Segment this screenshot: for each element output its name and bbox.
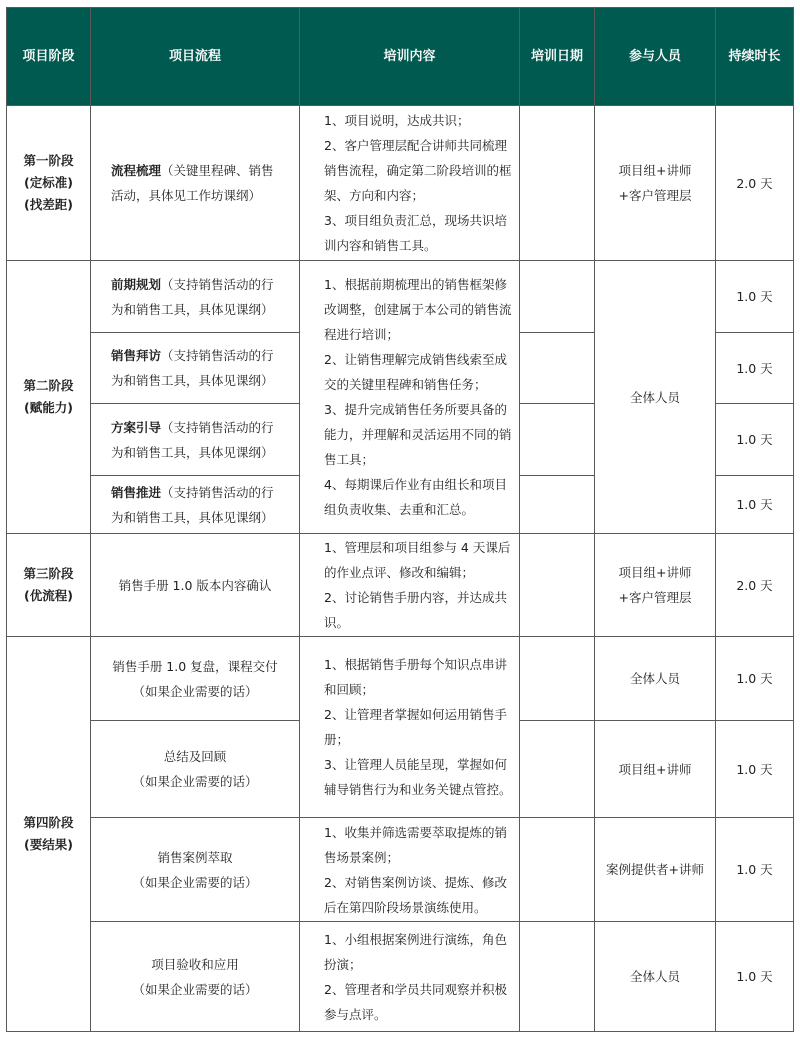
date-cell (520, 333, 595, 404)
header-participants: 参与人员 (595, 8, 716, 106)
content-cell: 1、根据前期梳理出的销售框架修改调整，创建属于本公司的销售流程进行培训； 2、让销售理解完成销售线索至成交的关键里程碑和销售任务； 3、提升完成销售任务所要具备的能力，并理解和灵活运用不同的销售工具； 4、每期课后作业有由组长和项目组负责收集、去重和汇总。 (300, 261, 520, 534)
content-cell: 1、管理层和项目组参与 4 天课后的作业点评、修改和编辑； 2、讨论销售手册内容，并达成共识。 (300, 534, 520, 637)
date-cell (520, 106, 595, 261)
date-cell (520, 476, 595, 534)
participants-cell: 项目组+讲师 (595, 721, 716, 818)
duration-cell: 1.0 天 (716, 721, 794, 818)
table-row (7, 261, 794, 333)
stage-cell: 第四阶段 (要结果) (7, 637, 91, 1032)
flow-cell: 方案引导（支持销售活动的行为和销售工具，具体见课纲） (91, 404, 300, 476)
flow-cell: 总结及回顾 （如果企业需要的话） (91, 721, 300, 818)
date-cell (520, 534, 595, 637)
participants-cell: 项目组+讲师+客户管理层 (595, 106, 716, 261)
table-row (7, 106, 794, 261)
duration-cell: 1.0 天 (716, 476, 794, 534)
duration-cell: 1.0 天 (716, 404, 794, 476)
duration-cell: 2.0 天 (716, 106, 794, 261)
participants-cell: 项目组+讲师+客户管理层 (595, 534, 716, 637)
content-cell: 1、项目说明，达成共识； 2、客户管理层配合讲师共同梳理销售流程，确定第二阶段培训的框架、方向和内容； 3、项目组负责汇总，现场共识培训内容和销售工具。 (300, 106, 520, 261)
duration-cell: 1.0 天 (716, 922, 794, 1032)
participants-cell: 全体人员 (595, 637, 716, 721)
table-row (7, 637, 794, 721)
flow-cell: 销售手册 1.0 版本内容确认 (91, 534, 300, 637)
content-cell: 1、收集并筛选需要萃取提炼的销售场景案例； 2、对销售案例访谈、提炼、修改后在第四阶段场景演练使用。 (300, 818, 520, 922)
flow-cell: 流程梳理（关键里程碑、销售活动，具体见工作坊课纲） (91, 106, 300, 261)
participants-cell: 全体人员 (595, 922, 716, 1032)
header-stage: 项目阶段 (7, 8, 91, 106)
date-cell (520, 637, 595, 721)
date-cell (520, 721, 595, 818)
stage-cell: 第三阶段 (优流程) (7, 534, 91, 637)
participants-cell: 全体人员 (595, 261, 716, 534)
flow-cell: 项目验收和应用 （如果企业需要的话） (91, 922, 300, 1032)
flow-cell: 销售手册 1.0 复盘，课程交付 （如果企业需要的话） (91, 637, 300, 721)
table-row (7, 818, 794, 922)
table-row (7, 922, 794, 1032)
content-cell: 1、根据销售手册每个知识点串讲和回顾； 2、让管理者掌握如何运用销售手册； 3、让管理人员能呈现，掌握如何辅导销售行为和业务关键点管控。 (300, 637, 520, 818)
stage-cell: 第二阶段 (赋能力) (7, 261, 91, 534)
header-date: 培训日期 (520, 8, 595, 106)
duration-cell: 1.0 天 (716, 261, 794, 333)
flow-cell: 销售案例萃取 （如果企业需要的话） (91, 818, 300, 922)
header-duration: 持续时长 (716, 8, 794, 106)
date-cell (520, 818, 595, 922)
date-cell (520, 261, 595, 333)
date-cell (520, 404, 595, 476)
flow-cell: 销售推进（支持销售活动的行为和销售工具，具体见课纲） (91, 476, 300, 534)
date-cell (520, 922, 595, 1032)
participants-cell: 案例提供者+讲师 (595, 818, 716, 922)
content-cell: 1、小组根据案例进行演练，角色扮演； 2、管理者和学员共同观察并积极参与点评。 (300, 922, 520, 1032)
header-flow: 项目流程 (91, 8, 300, 106)
training-plan-table (6, 7, 794, 1032)
duration-cell: 1.0 天 (716, 637, 794, 721)
duration-cell: 1.0 天 (716, 333, 794, 404)
flow-cell: 销售拜访（支持销售活动的行为和销售工具，具体见课纲） (91, 333, 300, 404)
header-content: 培训内容 (300, 8, 520, 106)
flow-cell: 前期规划（支持销售活动的行为和销售工具，具体见课纲） (91, 261, 300, 333)
header-row (7, 8, 794, 106)
stage-cell: 第一阶段 (定标准) (找差距) (7, 106, 91, 261)
duration-cell: 2.0 天 (716, 534, 794, 637)
table-row (7, 534, 794, 637)
duration-cell: 1.0 天 (716, 818, 794, 922)
